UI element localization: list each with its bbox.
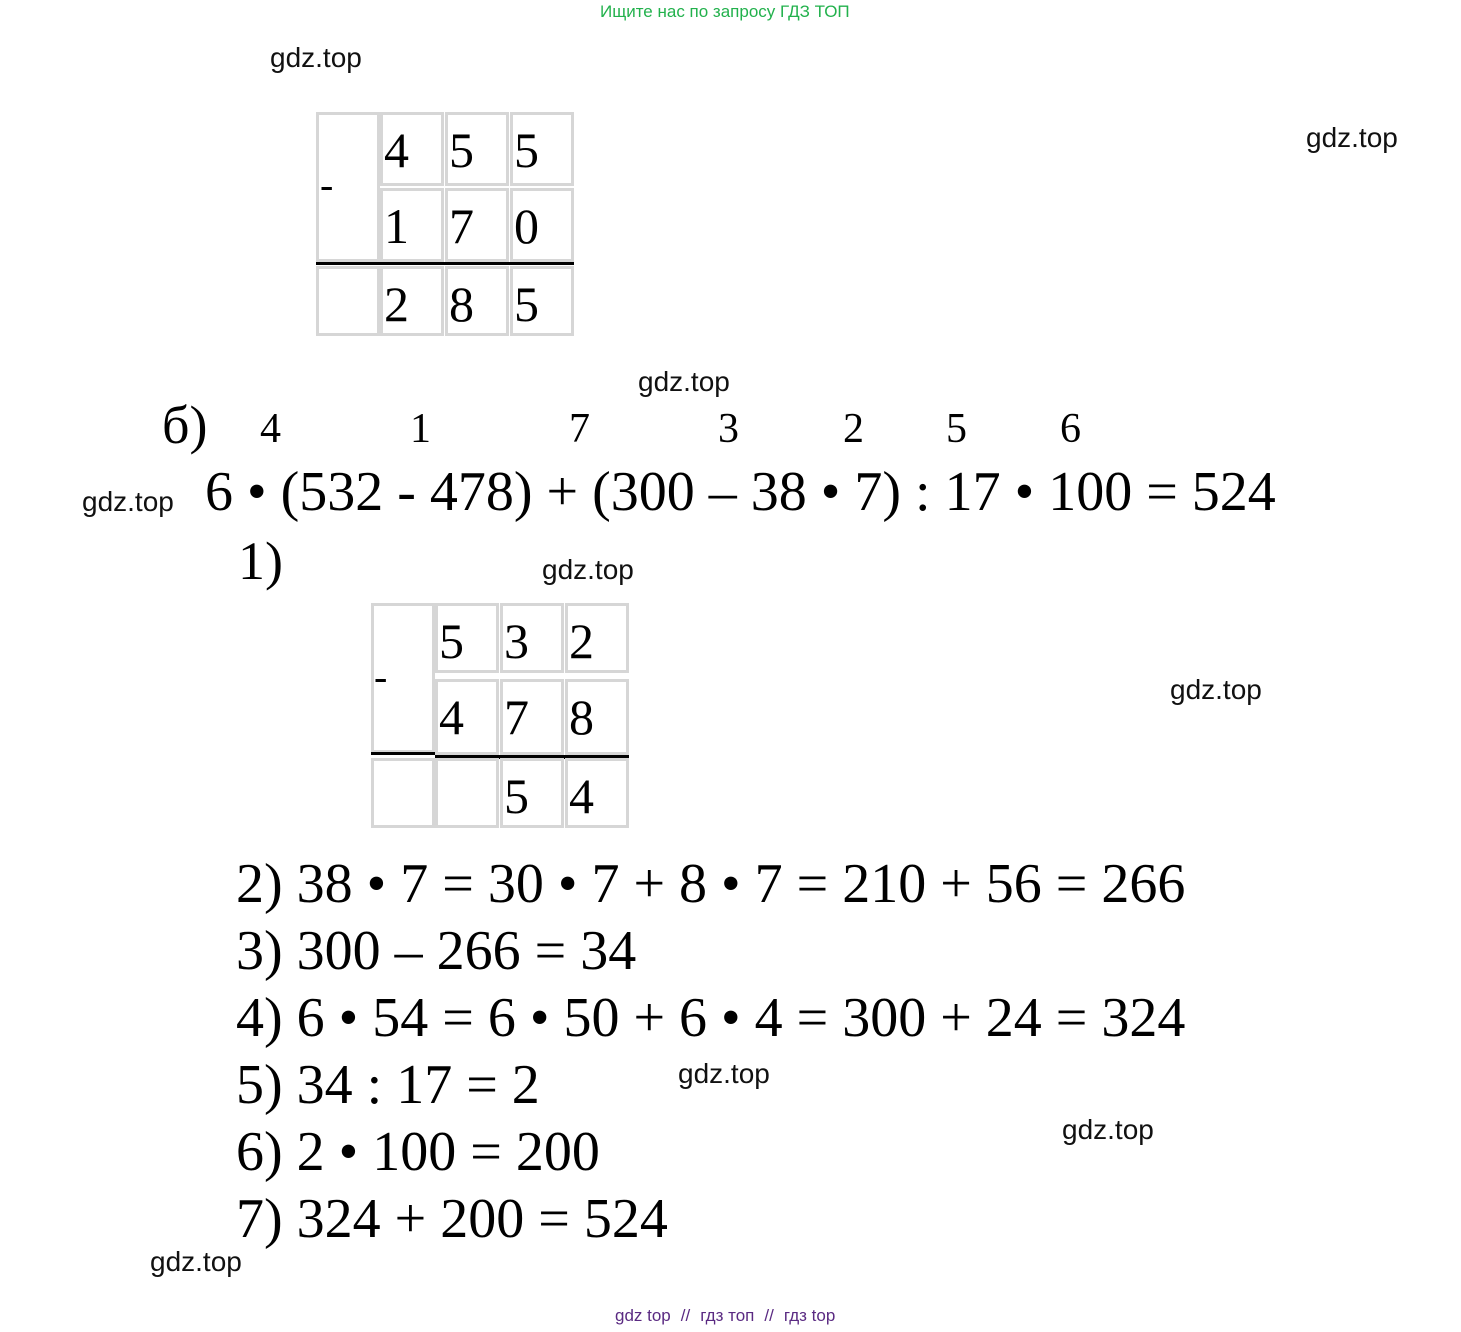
grid-empty-cell xyxy=(316,266,380,336)
digit-cell: 8 xyxy=(445,266,509,336)
order-number: 3 xyxy=(718,406,739,452)
solution-step: 2) 38 • 7 = 30 • 7 + 8 • 7 = 210 + 56 = 266 xyxy=(236,853,1186,915)
minus-sign: - xyxy=(320,162,334,207)
watermark: gdz.top xyxy=(1062,1114,1154,1145)
solution-step: 5) 34 : 17 = 2 xyxy=(236,1054,540,1116)
digit-cell: 5 xyxy=(500,758,564,828)
step-1-label: 1) xyxy=(238,531,283,591)
digit-cell: 4 xyxy=(435,679,499,755)
order-number: 2 xyxy=(843,406,864,452)
solution-step: 7) 324 + 200 = 524 xyxy=(236,1188,668,1250)
result-line xyxy=(371,752,435,755)
watermark: gdz.top xyxy=(150,1246,242,1277)
minus-sign: - xyxy=(374,654,388,699)
watermark: gdz.top xyxy=(638,366,730,397)
order-number: 5 xyxy=(946,406,967,452)
footer-separator: // xyxy=(680,1306,691,1325)
digit-cell: 4 xyxy=(565,758,629,828)
footer-links xyxy=(615,1306,835,1326)
digit-cell: 8 xyxy=(565,679,629,755)
main-expression: 6 • (532 - 478) + (300 – 38 • 7) : 17 • 100 = 524 xyxy=(205,461,1276,523)
digit-cell: 7 xyxy=(445,188,509,262)
footer-separator: // xyxy=(764,1306,774,1325)
digit-cell: 2 xyxy=(380,266,444,336)
digit-cell: 0 xyxy=(510,188,574,262)
grid-empty-cell xyxy=(371,758,435,828)
solution-step: 4) 6 • 54 = 6 • 50 + 6 • 4 = 300 + 24 = 324 xyxy=(236,987,1186,1049)
solution-step: 6) 2 • 100 = 200 xyxy=(236,1121,600,1183)
part-b-label: б) xyxy=(162,395,208,455)
order-number: 7 xyxy=(569,406,590,452)
digit-cell: 5 xyxy=(435,603,499,673)
watermark: gdz.top xyxy=(678,1058,770,1089)
digit-cell: 4 xyxy=(380,112,444,186)
watermark: gdz.top xyxy=(542,554,634,585)
digit-cell: 7 xyxy=(500,679,564,755)
watermark: gdz.top xyxy=(1170,674,1262,705)
watermark: gdz.top xyxy=(82,486,174,517)
digit-cell: 1 xyxy=(380,188,444,262)
digit-cell: 5 xyxy=(510,266,574,336)
footer-link[interactable]: gdz top xyxy=(615,1306,671,1325)
order-number: 1 xyxy=(410,406,431,452)
order-number: 4 xyxy=(260,406,281,452)
solution-step: 3) 300 – 266 = 34 xyxy=(236,920,637,982)
top-banner: Ищите нас по запросу ГДЗ ТОП xyxy=(600,2,850,21)
digit-cell: 5 xyxy=(510,112,574,186)
watermark: gdz.top xyxy=(270,42,362,73)
digit-cell: 3 xyxy=(500,603,564,673)
digit-cell xyxy=(435,758,499,828)
watermark: gdz.top xyxy=(1306,122,1398,153)
result-line xyxy=(316,262,574,265)
footer-link[interactable]: гдз топ xyxy=(700,1306,755,1325)
order-number: 6 xyxy=(1060,406,1081,452)
digit-cell: 5 xyxy=(445,112,509,186)
digit-cell: 2 xyxy=(565,603,629,673)
footer-link[interactable]: гдз top xyxy=(783,1306,836,1325)
